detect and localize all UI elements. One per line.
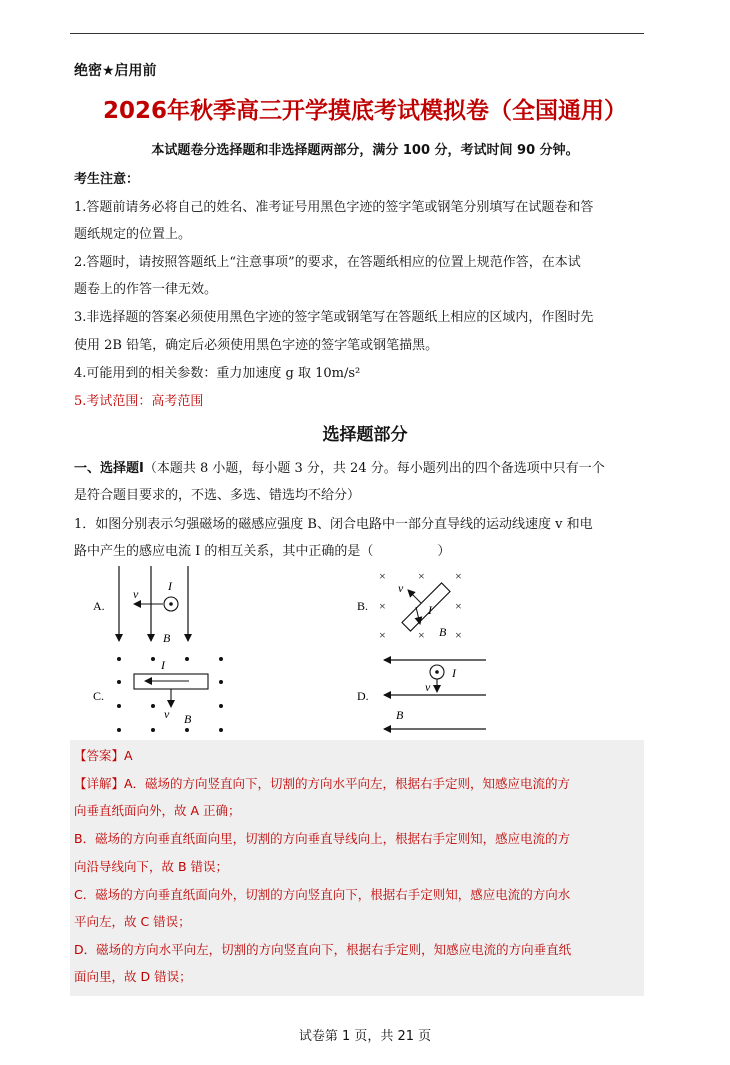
field-label: B [184,712,192,726]
notice-heading: 考生注意： [74,172,140,187]
part1-intro-text: （本题共 8 小题，每小题 3 分，共 24 分。每小题列出的四个备选项中只有一个 [143,461,605,476]
figure-a [93,566,188,645]
part1-intro-line2: 是符合题目要求的，不选、多选、错选均不给分） [74,488,361,503]
question1-stem: 路中产生的感应电流 I 的相互关系，其中正确的是（ [74,544,374,559]
velocity-arrow [408,590,421,603]
field-label: B [396,708,404,722]
explanation-line: 面向里，故 D 错误； [74,969,192,984]
part1-heading: 一、选择题Ⅰ [74,461,144,476]
exam-description: 本试题卷分选择题和非选择题两部分，满分 100 分，考试时间 90 分钟。 [151,143,579,158]
velocity-label: v [398,581,404,595]
notice-line: 使用 2B 铅笔，确定后必须使用黑色字迹的签字笔或钢笔描黑。 [74,338,439,353]
explanation-line: 【详解】A．磁场的方向竖直向下，切割的方向水平向左，根据右手定则，知感应电流的方 [74,776,571,791]
notice-line: 3.非选择题的答案必须使用黑色字迹的签字笔或钢笔写在答题纸上相应的区域内，作图时先 [74,310,594,325]
conductor-rod [402,583,450,631]
explanation-line: D．磁场的方向水平向左，切割的方向竖直向下，根据右手定则，知感应电流的方向垂直纸 [74,942,572,957]
explanation-line: B．磁场的方向垂直纸面向里，切割的方向垂直导线向上，根据右手定则知，感应电流的方 [74,831,571,846]
notice-line: 4.可能用到的相关参数：重力加速度 g 取 10m/s² [74,366,361,381]
explanation-line: 向沿导线向下，故 B 错误； [74,859,229,874]
figure-b [357,569,462,642]
option-d-label: D. [357,689,369,703]
option-a-label: A. [93,599,105,613]
option-b-label: B. [357,599,369,613]
question1-text: 1．如图分别表示匀强磁场的磁感应强度 B、闭合电路中一部分直导线的运动线速度 v 和电 [74,517,593,532]
confidential-label: 绝密★启用前 [74,63,157,79]
cross-mark: × [418,628,425,642]
field-label: B [439,625,447,639]
dot-field [117,657,223,732]
velocity-label: v [425,680,431,694]
current-label: I [161,658,165,672]
current-arrow [416,607,420,624]
velocity-label: v [133,587,139,601]
figure-d [357,660,486,729]
current-label: I [168,579,172,593]
current-out-dot [169,602,173,606]
page-footer: 试卷第 1 页，共 21 页 [298,1029,432,1044]
notice-line: 2.答题时，请按照答题纸上“注意事项”的要求，在答题纸相应的位置上规范作答，在本试 [74,255,581,270]
explanation-line: 向垂直纸面向外，故 A 正确； [74,803,241,818]
field-label: B [163,631,171,645]
notice-line-scope: 5.考试范围：高考范围 [74,394,204,409]
cross-mark: × [379,569,386,583]
notice-line: 1.答题前请务必将自己的姓名、准考证号用黑色字迹的签字笔或钢笔分别填写在试题卷和答 [74,200,594,215]
figure-c [93,657,223,732]
explanation-line: 平向左，故 C 错误； [74,914,191,929]
cross-mark: × [379,599,386,613]
explanation-line: C．磁场的方向垂直纸面向外，切割的方向竖直向下，根据右手定则知，感应电流的方向水 [74,887,571,902]
cross-mark: × [379,628,386,642]
current-out-dot [435,670,439,674]
current-label: I [452,666,456,680]
notice-line: 题纸规定的位置上。 [74,227,192,242]
option-c-label: C. [93,689,105,703]
question1-paren-close: ） [437,544,451,559]
section-title: 选择题部分 [322,425,408,445]
answer-key: 【答案】A [74,748,133,763]
cross-mark: × [418,569,425,583]
cross-mark: × [455,599,462,613]
cross-mark: × [455,569,462,583]
notice-line: 题卷上的作答一律无效。 [74,282,218,297]
velocity-label: v [164,707,170,721]
cross-mark: × [455,628,462,642]
current-label: I [428,603,432,617]
exam-title: 2026年秋季高三开学摸底考试模拟卷（全国通用） [102,98,627,124]
